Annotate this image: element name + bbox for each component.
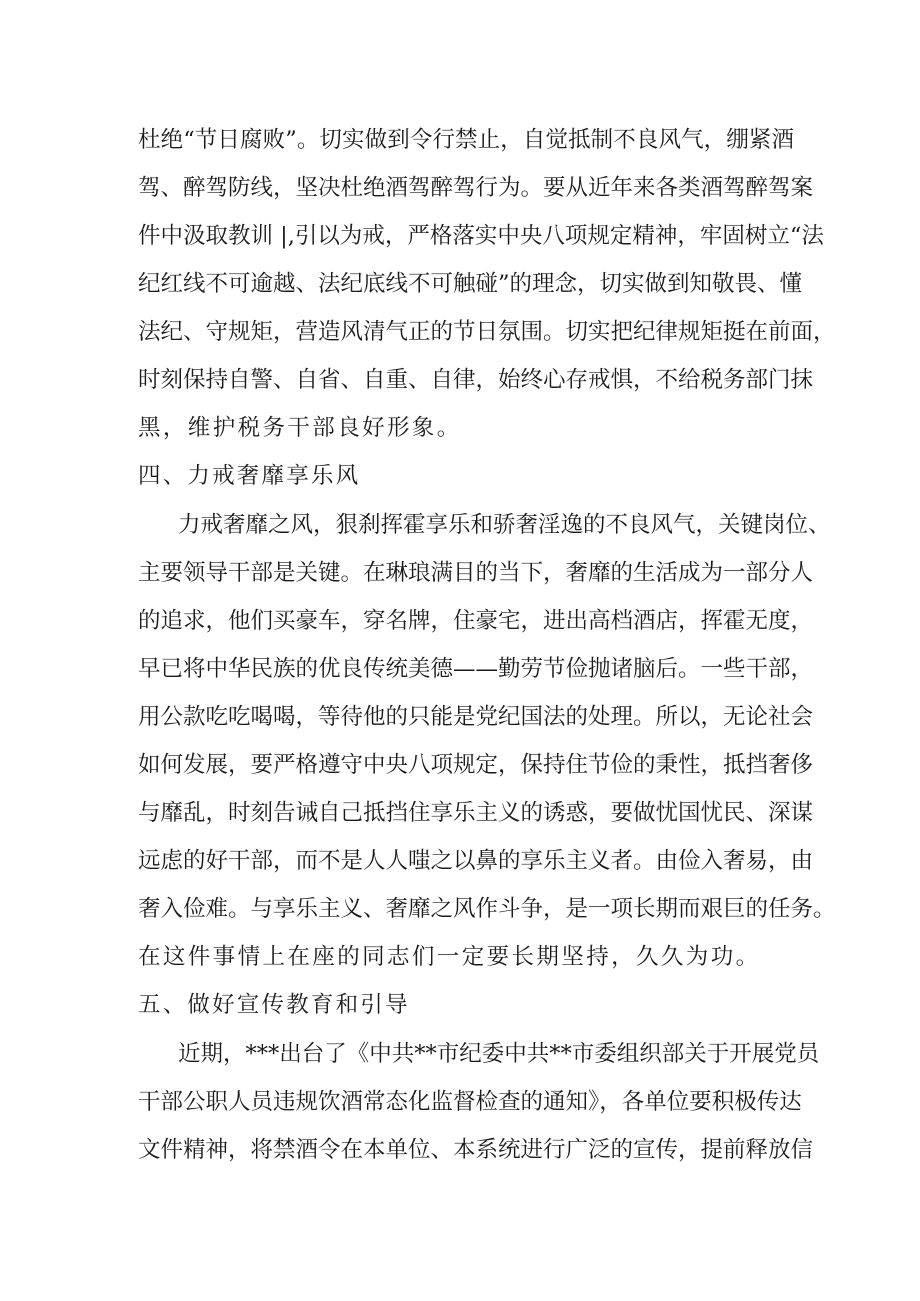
text-line: 主要领导干部是关键。在琳琅满目的当下，奢靡的生活成为一部分人 [138, 560, 814, 586]
text-line: 奢入俭难。与享乐主义、奢靡之风作斗争，是一项长期而艰巨的任务。 [138, 896, 836, 922]
text-line: 时刻保持自警、自省、自重、自律，始终心存戒惧，不给税务部门抹 [138, 367, 814, 393]
text-line: 干部公职人员违规饮酒常态化监督检查的通知》，各单位要积极传达 [138, 1089, 802, 1115]
text-line: 黑，维护税务干部良好形象。 [138, 415, 462, 441]
text-line: 远虑的好干部，而不是人人嗤之以鼻的享乐主义者。由俭入奢易，由 [138, 848, 814, 874]
text-line: 早已将中华民族的优良传统美德——勤劳节俭抛诸脑后。一些干部， [138, 656, 814, 682]
text-line: 文件精神，将禁酒令在本单位、本系统进行广泛的宣传，提前释放信 [138, 1137, 814, 1163]
section-heading: 五、做好宣传教育和引导 [138, 992, 410, 1018]
section-heading: 四、力戒奢靡享乐风 [138, 463, 361, 489]
text-line: 如何发展，要严格遵守中央八项规定，保持住节俭的秉性，抵挡奢侈 [138, 752, 814, 778]
paragraph-first-line: 力戒奢靡之风，狠刹挥霍享乐和骄奢淫逸的不良风气，关键岗位、 [178, 512, 831, 538]
paragraph-first-line: 近期，***出台了《中共**市纪委中共**市委组织部关于开展党员 [178, 1041, 820, 1067]
text-line: 杜绝“节日腐败”。切实做到令行禁止，自觉抵制不良风气，绷紧酒 [138, 127, 794, 153]
text-line: 在这件事情上在座的同志们一定要长期坚持，久久为功。 [138, 944, 761, 970]
text-line: 用公款吃吃喝喝，等待他的只能是党纪国法的处理。所以，无论社会 [138, 704, 814, 730]
text-line: 件中汲取教训 |,引以为戒，严格落实中央八项规定精神，牢固树立“法 [138, 223, 824, 249]
text-line: 法纪、守规矩，营造风清气正的节日氛围。切实把纪律规矩挺在前面， [138, 319, 836, 345]
text-line: 与靡乱，时刻告诫自己抵挡住享乐主义的诱惑，要做忧国忧民、深谋 [138, 800, 814, 826]
text-line: 的追求，他们买豪车，穿名牌，住豪宅，进出高档酒店，挥霍无度， [138, 608, 814, 634]
text-line: 驾、醉驾防线，坚决杜绝酒驾醉驾行为。要从近年来各类酒驾醉驾案 [138, 175, 814, 201]
text-line: 纪红线不可逾越、法纪底线不可触碰”的理念，切实做到知敬畏、懂 [138, 271, 803, 297]
